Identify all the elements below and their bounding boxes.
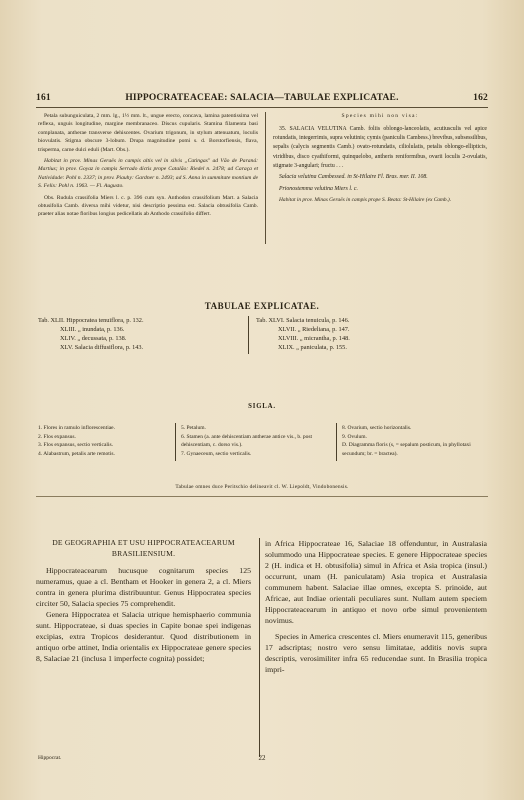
sigla-entry: 2. Flos expansus. — [38, 433, 76, 440]
signature-number: 22 — [258, 754, 266, 762]
tabulae-right — [256, 316, 350, 353]
illustrator-note: Tabulae omnes duce Peritschio delineavit cl. W. Liepoldt, Vindobonensis. — [175, 484, 349, 490]
header-rule — [36, 107, 488, 108]
observation-paragraph: Obs. Rudula crassifolia Miers l. c. p. 396 cum syn. Anthodon crassifolium Mart. a Salacia obtusifolia Camb. diversa mihi videtur, nisi descriptio pessima est. Salacia obtusifolia Camb. praeter alias notae floribus longius pedicellatis ab Anthodo crassifolio differt. — [38, 194, 258, 218]
sigla-divider — [336, 423, 337, 461]
page-number-left: 161 — [36, 93, 51, 103]
running-title: HIPPOCRATEACEAE: SALACIA—TABULAE EXPLICATAE. — [125, 93, 399, 103]
tabulae-divider — [248, 316, 249, 354]
plate-entry: XLV. Salacia diffusiflora, p. 143. — [60, 344, 144, 352]
citation-2: Prionostemma velutina Miers l. c. — [279, 185, 358, 192]
top-left-column — [38, 112, 258, 222]
signature-mark: Hippocrat. — [38, 755, 62, 761]
geography-paragraph: in Africa Hippocrateae 16, Salaciae 18 offenduntur, in Australasia solummodo una Hippocrateae species. E genere Hippocrateae species 2 (H. indica et H. obtusifolia) simul in Africa et Asia tropica (insul.) occurrunt, unam (H. paniculatam) Asia tropica et Australasia communem habent. Salaciae illae omnes, excepta S. prinoide, aut Africae, aut Indiae orientali peculiares sunt. Nullam autem speciem Hippocrateacearum in antiquo et novo orbe simul provenientem novimus. — [265, 539, 487, 626]
plate-entry: XLIV. „ decussata, p. 138. — [60, 335, 127, 343]
species-description: 35. SALACIA VELUTINA Camb. foliis oblongo-lanceolatis, acutiusculis vel apice rotundatis, integerrimis, supra velutinis; cymis (paniculis Cambess.) brevibus, subsessilibus, sepalis (calycis segmentis Camb.) ovato-rotundatis, ciliolulatis, petalis oblongo-ellipticis, viridibus, disco cyathiformi, quinquelobo, antheris reniformibus, ovarii loculis 2-ovulatis, stigmate 3-angulari; fructu . . . — [273, 125, 487, 169]
sigla-entry: 6. Stamen (a. ante dehiscentiam antherae antice vis., b. post dehiscentiam, c. dorso vis.). — [181, 433, 313, 449]
tabulae-left — [38, 316, 144, 353]
plate-entry: XLVII. „ Riedeliana, p. 147. — [278, 326, 350, 334]
sigla-entry: 7. Gynaeceum, sectio verticalis. — [181, 450, 252, 457]
geography-title: DE GEOGRAPHIA ET USU HIPPOCRATEACEARUM BRASILIENSIUM. — [52, 538, 235, 558]
habitat-paragraph: Habitat in prov. Minas Geraës in campis altis vel in silvis „Catingas" ad Vão de Paraná: Martius; in prov. Goyaz in campis Serrado dictis prope Catalão: Riedel n. 2478; ad Caraça et Natividade: Pohl n. 2337; in prov. Piauhy: Gardner n. 2493; ad S. Anna in summitate montium de S. Felix: Pohl n. 1963. — Fl. Augusto. — [38, 157, 258, 190]
geography-right-column — [265, 538, 487, 679]
section-rule — [36, 496, 488, 497]
sigla-entry: D. Diagramma floris (s, = sepalum posticum, in phyllotaxi secundum; br. = bractea). — [342, 442, 471, 457]
geography-paragraph: Species in America crescentes cl. Miers enumeravit 115, generibus 17 adscriptas; nostro vero sensu limitatae, additis novis supra descriptis, verosimiliter infra 65 reducendae sunt. In Brasilia tropica impri- — [265, 631, 487, 674]
column-divider — [265, 112, 266, 244]
tabulae-title: TABULAE EXPLICATAE. — [204, 301, 320, 311]
sigla-entry: 8. Ovarium, sectio horizontalis. — [342, 425, 412, 431]
running-header — [36, 93, 488, 103]
geography-divider — [259, 538, 260, 757]
geography-paragraph: Genera Hippocratea et Salacia utrique hemisphaerio communia sunt. Hippocrateae, si duas species in Capite bonae spei indigenas excipias, extra Tropicos desiderantur. Quod distributionem in antiquo orbe attinet, India orientalis ex Hippocrateae genere species 8, Salaciae 21 (inclusa 1 imperfecte cognita) possidet; — [36, 609, 251, 664]
geography-paragraph: Hippocrateacearum hucusque cognitarum species 125 numeramus, quae a cl. Bentham et Hooker in genera 2, a cl. Miers contra in genera plurima distribuuntur. Genus Hippocratea species circiter 50, Salacia species 75 comprehendit. — [36, 565, 251, 608]
sigla-entry: 3. Flos expansus, sectio verticalis. — [38, 442, 114, 449]
sigla-column-1 — [38, 424, 168, 458]
citation-1: Salacia velutina Cambessed. in St-Hilaire Fl. Bras. mer. II. 108. — [279, 174, 428, 181]
sigla-entry: 9. Ovulum. — [342, 433, 367, 440]
description-paragraph: Petala subunguiculata, 2 mm. lg., 1½ mm. lt., ungue erecto, concava, lamina patentissima vel reflexa, unguis longitudine, margine membranaceo. Discus cupularis. Stamina filamenta basi complanata, antherae transverse dehiscentes. Ovarium trigonum, in stylum attenuatum, loculis biovulatis. Stigma obscure 3-lobum. Drupa magnitudine pomi s. d. Borstorfiensis, flava, trisperma, carne dulci eduli (Mart. Obs.). — [38, 113, 258, 153]
top-right-column — [273, 112, 487, 206]
sigla-title: SIGLA. — [248, 403, 276, 410]
plate-entry: Tab. XLII. Hippocratea tenuiflora, p. 132. — [38, 317, 144, 324]
sigla-entry: 1. Flores in ramulo inflorescentiae. — [38, 425, 115, 431]
sigla-column-2 — [181, 424, 331, 458]
sigla-entry: 5. Petalum. — [181, 425, 206, 431]
species-habitat: Habitat in prov. Minas Geraës in campis prope S. Beata: St-Hilaire (ex Camb.). — [279, 196, 452, 203]
sigla-entry: 4. Alabastrum, petalis arte remotis. — [38, 450, 115, 457]
plate-entry: XLVIII. „ micrantha, p. 148. — [278, 335, 350, 343]
sigla-column-3 — [342, 424, 490, 458]
species-heading: Species mihi non visa: — [341, 113, 419, 119]
geography-left-column — [36, 538, 251, 664]
plate-entry: XLIII. „ inundata, p. 136. — [60, 326, 125, 334]
plate-entry: XLIX. „ paniculata, p. 155. — [278, 344, 347, 352]
sigla-divider — [175, 423, 176, 461]
plate-entry: Tab. XLVI. Salacia tenuicula, p. 146. — [256, 317, 350, 324]
page-number-right: 162 — [473, 93, 488, 103]
